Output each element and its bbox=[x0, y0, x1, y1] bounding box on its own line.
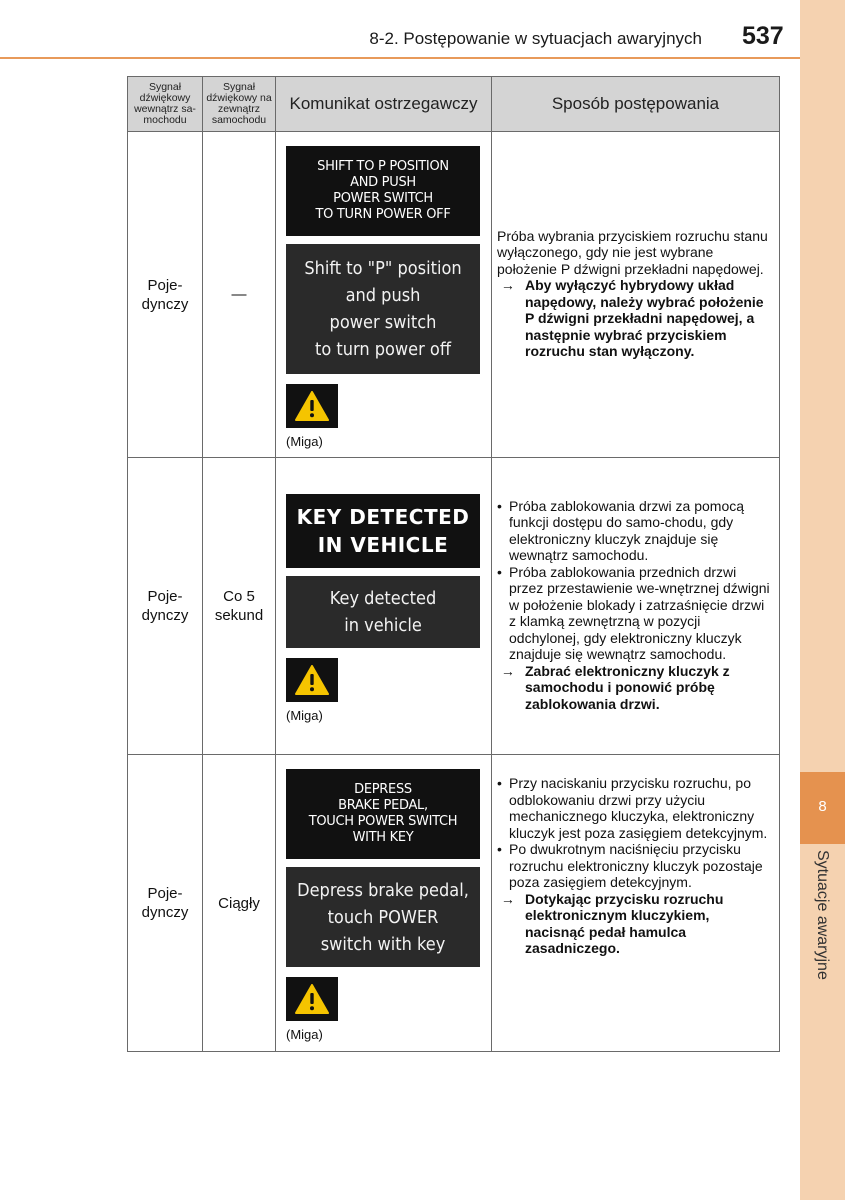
right-arrow-icon: → bbox=[497, 890, 515, 907]
signal-inside-cell: Poje-dynczy bbox=[128, 755, 203, 1052]
side-bar bbox=[800, 0, 845, 1200]
right-arrow-icon: → bbox=[497, 277, 515, 293]
action-step: → Aby wyłączyć hybrydowy układ napędowy, należy wybrać położenie P dźwigni przekładni napędowej, a następnie wybrać przyciskiem rozruchu stan wyłączony. bbox=[497, 277, 764, 359]
table-header-row bbox=[128, 77, 780, 132]
signal-inside-cell: Poje-dynczy bbox=[128, 132, 203, 458]
chapter-number: 8 bbox=[818, 798, 827, 815]
signal-outside-cell: — bbox=[203, 132, 276, 458]
blink-label: (Miga) bbox=[286, 434, 323, 449]
display-upper: SHIFT TO P POSITION AND PUSH POWER SWITCH TO TURN POWER OFF bbox=[286, 146, 480, 236]
action-step: → Zabrać elektroniczny kluczyk z samochodu i ponowić próbę zablokowania drzwi. bbox=[497, 662, 730, 712]
warning-triangle-icon bbox=[286, 658, 338, 702]
warning-triangle-icon bbox=[286, 977, 338, 1021]
list-item: • Próba zablokowania przednich drzwi przez przestawienie we-wnętrznej dźwigni w położenie blokady i zatrzaśnięcie drzwi z klamką zewnętrzną w pozycji odchylonej, gdy elektroniczny kluczyk znajduje się wewnątrz samochodu. bbox=[497, 563, 770, 663]
action-cell bbox=[492, 132, 780, 458]
header-message: Komunikat ostrzegawczy bbox=[276, 77, 492, 132]
message-cell bbox=[276, 755, 492, 1052]
chapter-tab[interactable] bbox=[800, 772, 845, 844]
list-item: • Przy naciskaniu przycisku rozruchu, po odblokowaniu drzwi przy użyciu mechanicznego kluczyka, elektroniczny kluczyk jest poza zasięgiem detekcyjnym. bbox=[497, 775, 768, 841]
signal-inside-cell: Poje-dynczy bbox=[128, 458, 203, 755]
page-number: 537 bbox=[742, 22, 784, 50]
signal-outside-cell: Ciągły bbox=[203, 755, 276, 1052]
display-lower: Key detected in vehicle bbox=[286, 576, 480, 648]
section-title: 8-2. Postępowanie w sytuacjach awaryjnych bbox=[369, 29, 702, 48]
right-arrow-icon: → bbox=[497, 662, 515, 679]
header-signal-outside: Sygnał dźwiękowy na zewnątrz samochodu bbox=[203, 77, 276, 132]
table-row bbox=[128, 132, 780, 458]
warning-triangle-icon bbox=[286, 384, 338, 428]
header-rule bbox=[0, 57, 800, 59]
header-action: Sposób postępowania bbox=[492, 77, 780, 132]
action-description: Próba wybrania przyciskiem rozruchu stanu wyłączonego, gdy nie jest wybrane położenie P dźwigni przekładni napędowej. bbox=[497, 227, 768, 277]
action-cell bbox=[492, 458, 780, 755]
action-cell bbox=[492, 755, 780, 1052]
display-lower: Depress brake pedal, touch POWER switch with key bbox=[286, 867, 480, 967]
message-cell bbox=[276, 458, 492, 755]
blink-label: (Miga) bbox=[286, 708, 323, 723]
header-signal-inside: Sygnał dźwiękowy wewnątrz sa-mochodu bbox=[128, 77, 203, 132]
display-upper: DEPRESS BRAKE PEDAL, TOUCH POWER SWITCH WITH KEY bbox=[286, 769, 480, 859]
display-lower: Shift to "P" position and push power switch to turn power off bbox=[286, 244, 480, 374]
blink-label: (Miga) bbox=[286, 1027, 323, 1042]
warning-table bbox=[127, 76, 780, 1052]
table-row bbox=[128, 755, 780, 1052]
list-item: • Po dwukrotnym naciśnięciu przycisku rozruchu elektroniczny kluczyk pozostaje poza zasięgiem detekcyjnym. bbox=[497, 841, 763, 890]
display-upper: KEY DETECTED IN VEHICLE bbox=[286, 494, 480, 568]
signal-outside-cell: Co 5 sekund bbox=[203, 458, 276, 755]
chapter-label: Sytuacje awaryjne bbox=[814, 850, 831, 980]
list-item: • Próba zablokowania drzwi za pomocą funkcji dostępu do samo-chodu, gdy elektroniczny kluczyk znajduje się wewnątrz samochodu. bbox=[497, 497, 745, 564]
message-cell bbox=[276, 132, 492, 458]
action-step: → Dotykając przycisku rozruchu elektronicznym kluczykiem, nacisnąć pedał hamulca zasadniczego. bbox=[497, 890, 724, 956]
table-row bbox=[128, 458, 780, 755]
